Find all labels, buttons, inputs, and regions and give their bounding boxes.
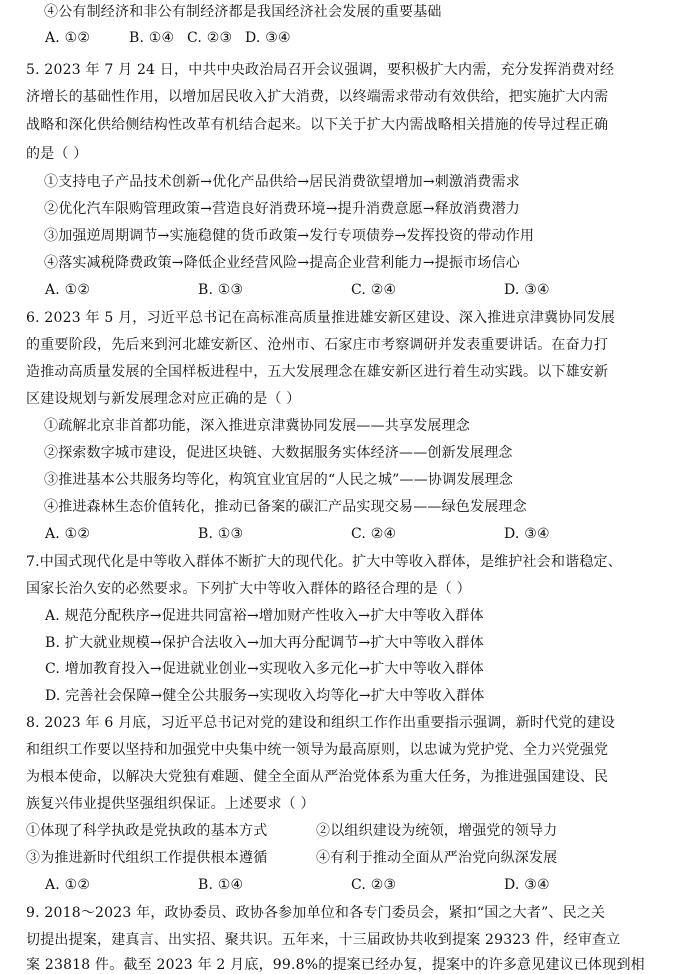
q7-stem-line: 国家长治久安的必然要求。下列扩大中等收入群体的路径合理的是（ ） bbox=[26, 581, 471, 597]
prev-options bbox=[0, 29, 692, 47]
option-a[interactable]: A. ①② bbox=[45, 526, 91, 542]
q8-stem-line: 8. 2023 年 6 月底，习近平总书记对党的建设和组织工作作出重要指示强调，新时代党的建设 bbox=[26, 715, 616, 731]
q5-stem-line: 战略和深化供给侧结构性改革有机结合起来。以下关于扩大内需战略相关措施的传导过程正确 bbox=[26, 117, 609, 133]
option-a[interactable]: A. ①② bbox=[45, 282, 91, 298]
q7-choice-b[interactable]: B. 扩大就业规模→保护合法收入→加大再分配调节→扩大中等收入群体 bbox=[45, 635, 484, 651]
q8-stem-line: 族复兴伟业提供坚强组织保证。上述要求（ ） bbox=[26, 796, 315, 812]
q6-item-3: ③推进基本公共服务均等化，构筑宜业宜居的“人民之城”——协调发展理念 bbox=[44, 472, 514, 488]
q9-stem-line: 案 23818 件。截至 2023 年 2 月底，99.8%的提案已经办复，提案中的许多意见建议已体现到相 bbox=[26, 957, 645, 973]
q5-stem-line: 5. 2023 年 7 月 24 日，中共中央政治局召开会议强调，要积极扩大内需，充分发挥消费对经 bbox=[26, 62, 615, 78]
q7-choice-c[interactable]: C. 增加教育投入→促进就业创业→实现收入多元化→扩大中等收入群体 bbox=[45, 661, 484, 677]
q5-options bbox=[0, 281, 692, 299]
q6-options bbox=[0, 525, 692, 543]
q5-stem-line: 的是（ ） bbox=[26, 146, 88, 162]
q8-item-4: ④有利于推动全面从严治党向纵深发展 bbox=[316, 850, 558, 866]
q5-item-4: ④落实减税降费政策→降低企业经营风险→提高企业营利能力→提振市场信心 bbox=[44, 255, 520, 271]
option-d[interactable]: D. ③④ bbox=[504, 526, 550, 542]
option-c[interactable]: C. ②④ bbox=[351, 282, 397, 298]
q8-items-row-1 bbox=[0, 822, 692, 840]
option-c[interactable]: C. ②③ bbox=[187, 30, 233, 46]
option-c[interactable]: C. ②④ bbox=[351, 526, 397, 542]
q6-stem-line: 的重要阶段，先后来到河北雄安新区、沧州市、石家庄市考察调研并发表重要讲话。在奋力打 bbox=[26, 337, 609, 353]
q8-item-3: ③为推进新时代组织工作提供根本遵循 bbox=[26, 850, 268, 866]
q6-stem-line: 6. 2023 年 5 月，习近平总书记在高标准高质量推进雄安新区建设、深入推进京津冀协同发展 bbox=[26, 310, 616, 326]
q7-choice-a[interactable]: A. 规范分配秩序→促进共同富裕→增加财产性收入→扩大中等收入群体 bbox=[45, 608, 484, 624]
q8-items-row-2 bbox=[0, 849, 692, 867]
q7-choice-d[interactable]: D. 完善社会保障→健全公共服务→实现收入均等化→扩大中等收入群体 bbox=[45, 688, 485, 704]
option-b[interactable]: B. ①③ bbox=[198, 526, 244, 542]
q5-item-3: ③加强逆周期调节→实施稳健的货币政策→发行专项债券→发挥投资的带动作用 bbox=[44, 228, 535, 244]
option-a[interactable]: A. ①② bbox=[45, 877, 91, 893]
q8-stem-line: 和组织工作要以坚持和加强党中央集中统一领导为最高原则，以忠诚为党护党、全力兴党强党 bbox=[26, 742, 609, 758]
q8-options bbox=[0, 876, 692, 894]
q6-stem-line: 区建设规划与新发展理念对应正确的是（ ） bbox=[26, 391, 301, 407]
option-b[interactable]: B. ①④ bbox=[198, 877, 244, 893]
q6-stem-line: 造推动高质量发展的全国样板进程中，五大发展理念在雄安新区进行着生动实践。以下雄安新 bbox=[26, 364, 609, 380]
q5-item-2: ②优化汽车限购管理政策→营造良好消费环境→提升消费意愿→释放消费潜力 bbox=[44, 201, 520, 217]
q6-item-4: ④推进森林生态价值转化，推动已备案的碳汇产品实现交易——绿色发展理念 bbox=[44, 499, 527, 515]
option-d[interactable]: D. ③④ bbox=[504, 877, 550, 893]
option-b[interactable]: B. ①③ bbox=[198, 282, 244, 298]
q5-item-1: ①支持电子产品技术创新→优化产品供给→居民消费欲望增加→刺激消费需求 bbox=[44, 174, 520, 190]
q8-item-2: ②以组织建设为统领，增强党的领导力 bbox=[316, 823, 558, 839]
option-d[interactable]: D. ③④ bbox=[504, 282, 550, 298]
option-b[interactable]: B. ①④ bbox=[129, 30, 175, 46]
q8-stem-line: 为根本使命，以解决大党独有难题、健全全面从严治党体系为重大任务，为推进强国建设、民 bbox=[26, 769, 609, 785]
q5-stem-line: 济增长的基础性作用，以增加居民收入扩大消费，以终端需求带动有效供给，把实施扩大内需 bbox=[26, 89, 609, 105]
q9-stem-line: 切提出提案，建真言、出实招、聚共识。五年来，十三届政协共收到提案 29323 件，经审查立 bbox=[26, 932, 621, 948]
q8-item-1: ①体现了科学执政是党执政的基本方式 bbox=[26, 823, 268, 839]
q7-stem-line: 7.中国式现代化是中等收入群体不断扩大的现代化。扩大中等收入群体，是维护社会和谐稳定、 bbox=[26, 554, 622, 570]
option-a[interactable]: A. ①② bbox=[45, 30, 91, 46]
q6-item-1: ①疏解北京非首都功能，深入推进京津冀协同发展——共享发展理念 bbox=[44, 418, 470, 434]
option-d[interactable]: D. ③④ bbox=[245, 30, 291, 46]
option-c[interactable]: C. ②③ bbox=[351, 877, 397, 893]
prev-item-4: ④公有制经济和非公有制经济都是我国经济社会发展的重要基础 bbox=[44, 4, 442, 20]
q9-stem-line: 9. 2018～2023 年，政协委员、政协各参加单位和各专门委员会，紧扣“国之大者”、民之关 bbox=[26, 905, 606, 921]
q6-item-2: ②探索数字城市建设，促进区块链、大数据服务实体经济——创新发展理念 bbox=[44, 445, 513, 461]
